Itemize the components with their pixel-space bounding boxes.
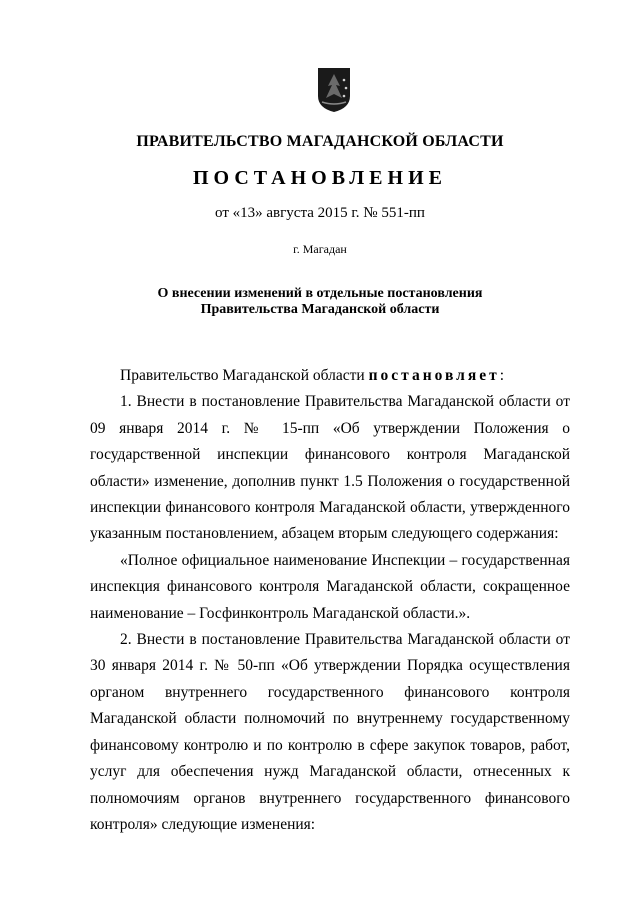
document-date-number: от «13» августа 2015 г. № 551-пп bbox=[215, 205, 425, 221]
preamble-resolves: постановляет bbox=[368, 367, 500, 384]
preamble-end: : bbox=[499, 367, 505, 384]
government-name: ПРАВИТЕЛЬСТВО МАГАДАНСКОЙ ОБЛАСТИ bbox=[136, 133, 504, 150]
preamble-paragraph bbox=[90, 363, 570, 389]
preamble-text: Правительство Магаданской области bbox=[120, 367, 369, 384]
document-body bbox=[90, 363, 570, 838]
coat-of-arms-icon bbox=[316, 66, 352, 114]
paragraph-2: 2. Внести в постановление Правительства Магаданской области от 30 января 2014 г. № 50-пп «Об утверждении Порядка осуществления органом внутреннего государственного финансового контроля Магаданской области полномочий по внутреннему государственному финансовому контролю и по контролю в сфере закупок товаров, работ, услуг для обеспечения нужд Магаданской области, отнесенных к полномочиям органов внутреннего государственного финансового контроля» следующие изменения: bbox=[90, 631, 570, 833]
paragraph-1: 1. Внести в постановление Правительства Магаданской области от 09 января 2014 г. № 15-пп «Об утверждении Положения о государственной инспекции финансового контроля Магаданской области» изменение, дополнив пункт 1.5 Положения о государственной инспекции финансового контроля Магаданской области, утвержденного указанным постановлением, абзацем вторым следующего содержания: bbox=[90, 393, 570, 543]
subject-line-2: Правительства Магаданской области bbox=[200, 302, 440, 317]
subject-line-1: О внесении изменений в отдельные постановления bbox=[157, 286, 483, 301]
document-type: ПОСТАНОВЛЕНИЕ bbox=[193, 167, 447, 189]
document-subject bbox=[0, 286, 640, 318]
document-city: г. Магадан bbox=[293, 242, 347, 256]
paragraph-1-quote: «Полное официальное наименование Инспекции – государственная инспекция финансового контроля Магаданской области, сокращенное наименование – Госфинконтроль Магаданской области.». bbox=[90, 551, 570, 622]
